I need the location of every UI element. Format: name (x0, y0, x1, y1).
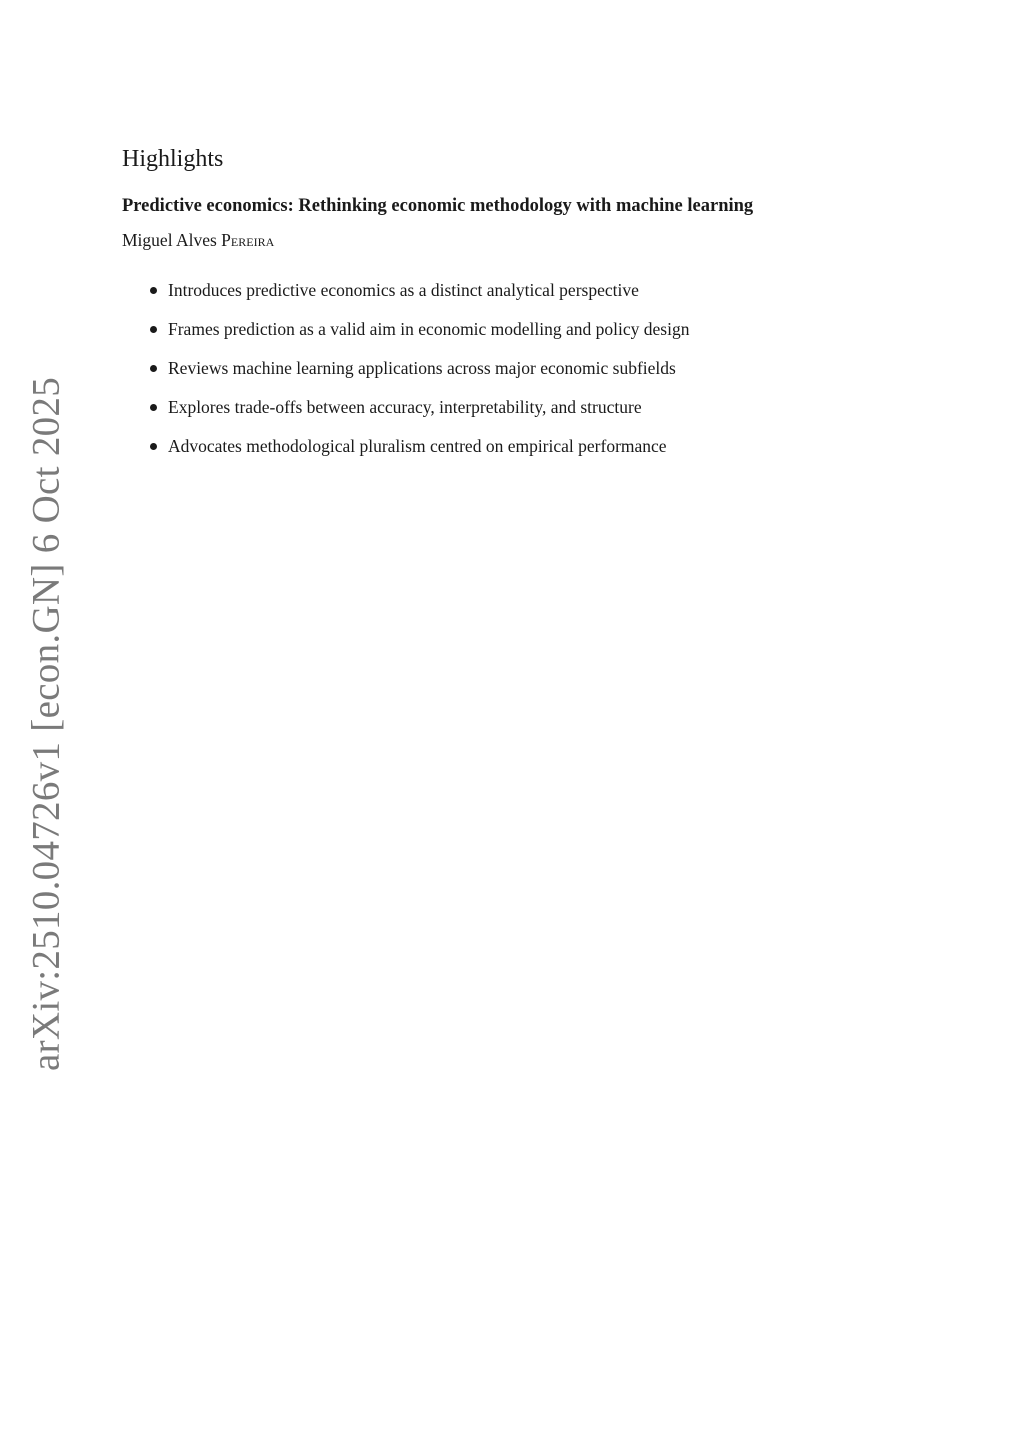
paper-title: Predictive economics: Rethinking economic methodology with machine learning (122, 196, 754, 216)
bullet-icon (150, 365, 157, 372)
highlight-text: Explores trade-offs between accuracy, interpretability, and structure (168, 397, 642, 417)
highlight-text: Frames prediction as a valid aim in economic modelling and policy design (168, 319, 690, 339)
highlight-text: Advocates methodological pluralism centred on empirical performance (168, 436, 667, 456)
arxiv-identifier-stamp: arXiv:2510.04726v1 [econ.GN] 6 Oct 2025 (24, 376, 68, 1072)
bullet-icon (150, 326, 157, 333)
author-surname: Pereira (221, 230, 275, 250)
highlight-text: Reviews machine learning applications across major economic subfields (168, 358, 676, 378)
author-given-name: Miguel Alves (122, 230, 217, 250)
highlights-heading: Highlights (122, 146, 224, 172)
author-name (122, 230, 274, 251)
bullet-icon (150, 287, 157, 294)
bullet-icon (150, 404, 157, 411)
bullet-icon (150, 443, 157, 450)
highlight-text: Introduces predictive economics as a distinct analytical perspective (168, 280, 639, 300)
